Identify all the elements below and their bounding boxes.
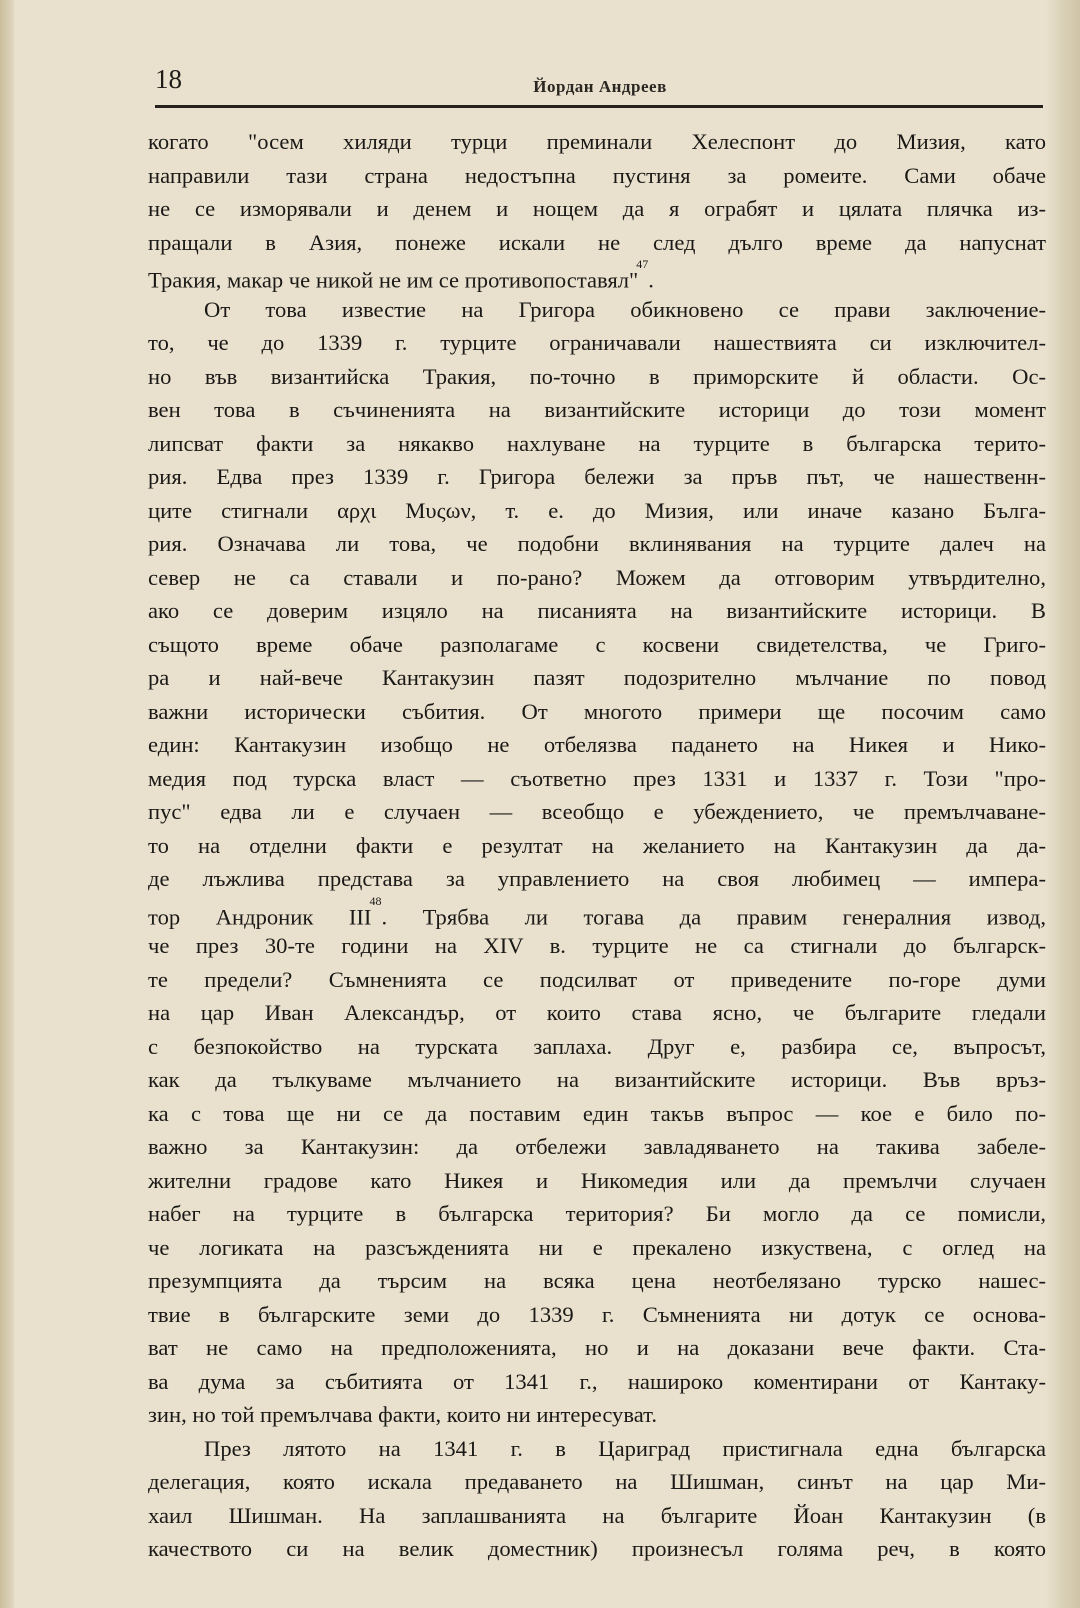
page-gutter-shadow xyxy=(0,0,14,1608)
text-line: важно за Кантакузин: да отбележи завладяването на такива забеле- xyxy=(148,1134,1046,1159)
running-head: Йордан Андреев xyxy=(533,77,667,96)
page-number: 18 xyxy=(155,64,182,94)
text-line: вен това в съчиненията на византийските историци до този момент xyxy=(148,397,1046,422)
text-line: същото време обаче разполагаме с косвени свидетелства, че Григо- xyxy=(148,631,1046,657)
text-line: качеството си на велик доместник) произнесъл голяма реч, в която xyxy=(148,1536,1046,1561)
header-rule xyxy=(155,105,1043,108)
text-fragment: Тракия, макар че никой не им се противопоставял" xyxy=(148,267,639,293)
text-line: но във византийска Тракия, по-точно в приморските й области. Ос- xyxy=(148,363,1046,389)
text-line: с безпокойство на турската заплаха. Друг е, разбира се, въпросът, xyxy=(148,1033,1046,1059)
text-line: направили тази страна недостъпна пустиня за ромеите. Сами обаче xyxy=(148,162,1046,188)
text-line: презумпцията да търсим на всяка цена неотбелязано турско нашес- xyxy=(148,1268,1046,1293)
text-line: пус" едва ли е случаен — всеобщо е убеждението, че премълчаване- xyxy=(148,799,1046,824)
text-line: жителни градове като Никея и Никомедия или да премълчи случаен xyxy=(148,1167,1046,1193)
text-line: набег на турците в българска територия? Би могло да се помисли, xyxy=(148,1201,1046,1226)
text-fragment: тор Андроник III xyxy=(148,904,372,930)
text-line: де лъжлива представа за управлението на своя любимец — импера- xyxy=(148,866,1046,891)
text-line: че през 30-те години на XIV в. турците не са стигнали до българск- xyxy=(148,933,1046,958)
text-line: ако се доверим изцяло на писанията на византийските историци. В xyxy=(148,598,1046,623)
page-edge-shadow xyxy=(1046,0,1080,1608)
text-line: ват не само на предположенията, но и на доказани вече факти. Ста- xyxy=(148,1335,1046,1360)
text-fragment: . xyxy=(648,267,654,293)
text-line: важни исторически събития. От многото примери ще посочим само xyxy=(148,698,1046,724)
text-line: север не са ставали и по-рано? Можем да отговорим утвърдително, xyxy=(148,564,1046,590)
footnote-marker: 48 xyxy=(369,893,382,908)
text-line: медия под турска власт — съответно през 1331 и 1337 г. Този "про- xyxy=(148,765,1046,791)
text-line: ците стигнали αρχι Μυςων, т. е. до Мизия, или иначе казано Бълга- xyxy=(148,497,1046,523)
text-line: делегация, която искала предаването на Шишман, синът на цар Ми- xyxy=(148,1469,1046,1494)
text-line: хаил Шишман. На заплашванията на българите Йоан Кантакузин (в xyxy=(148,1502,1046,1528)
text-line: ва дума за събитията от 1341 г., нашироко коментирани от Кантаку- xyxy=(148,1368,1046,1394)
text-line xyxy=(148,259,1046,293)
text-fragment: . Трябва ли тогава да правим генералния извод, xyxy=(381,904,1046,930)
text-line xyxy=(148,893,1046,930)
text-line: как да тълкуваме мълчанието на византийските историци. Във връз- xyxy=(148,1067,1046,1092)
text-line: че логиката на разсъжденията ни е прекалено изкуствена, с оглед на xyxy=(148,1234,1046,1260)
text-line: то, че до 1339 г. турците ограничавали нашествията си изключител- xyxy=(148,330,1046,355)
text-line: рия. Означава ли това, че подобни вклинявания на турците далеч на xyxy=(148,531,1046,556)
text-line: на цар Иван Александър, от които става ясно, че българите гледали xyxy=(148,1000,1046,1025)
text-line: ка с това ще ни се да поставим един такъв въпрос — кое е било по- xyxy=(148,1100,1046,1126)
text-line: зин, но той премълчава факти, които ни интересуват. xyxy=(148,1402,657,1427)
page-header xyxy=(155,64,1045,104)
text-line: когато "осем хиляди турци преминали Хелеспонт до Мизия, като xyxy=(148,129,1046,154)
text-line: един: Кантакузин изобщо не отбелязва падането на Никея и Нико- xyxy=(148,732,1046,757)
text-line: то на отделни факти е резултат на желанието на Кантакузин да да- xyxy=(148,832,1046,858)
text-line: твие в българските земи до 1339 г. Съмненията ни дотук се основа- xyxy=(148,1301,1046,1327)
text-line: не се изморявали и денем и нощем да я ограбят и цялата плячка из- xyxy=(148,196,1046,221)
text-line: От това известие на Григора обикновено се прави заключение- xyxy=(204,296,1046,322)
footnote-marker: 47 xyxy=(636,257,649,271)
body-text xyxy=(148,125,1046,1566)
text-line: ра и най-вече Кантакузин пазят подозрително мълчание по повод xyxy=(148,665,1046,690)
text-line: липсват факти за някакво нахлуване на турците в българска терито- xyxy=(148,430,1046,456)
text-line: пращали в Азия, понеже искали не след дълго време да напуснат xyxy=(148,229,1046,255)
text-line: те предели? Съмненията се подсилват от приведените по-горе думи xyxy=(148,966,1046,992)
text-line: рия. Едва през 1339 г. Григора бележи за пръв път, че нашественн- xyxy=(148,464,1046,489)
text-line: През лятото на 1341 г. в Цариград пристигнала една българска xyxy=(204,1435,1046,1461)
